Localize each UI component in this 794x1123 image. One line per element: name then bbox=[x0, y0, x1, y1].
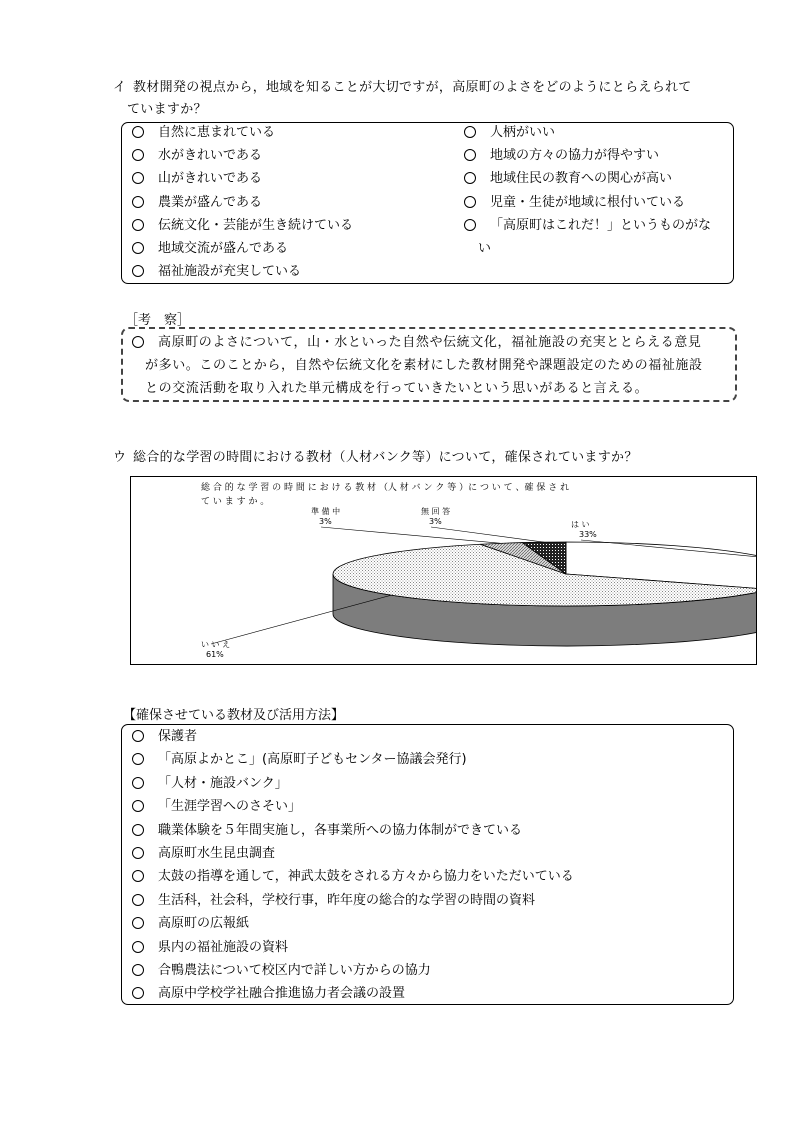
option-label: 県内の福祉施設の資料 bbox=[158, 939, 289, 955]
option-circle-icon bbox=[132, 242, 144, 254]
option-circle-icon bbox=[132, 847, 144, 859]
material-item bbox=[132, 986, 405, 1002]
option-circle-icon bbox=[132, 941, 144, 953]
option-left-item bbox=[132, 171, 262, 187]
option-circle-icon bbox=[132, 894, 144, 906]
chart-title-line2: て い ま す か 。 bbox=[201, 497, 270, 507]
option-label: 地域交流が盛んである bbox=[158, 241, 289, 256]
option-circle-icon bbox=[132, 964, 144, 976]
material-item bbox=[132, 823, 522, 839]
option-left-item bbox=[132, 125, 275, 141]
pie-chart bbox=[131, 477, 756, 664]
kousatsu-heading: ［考 察］ bbox=[125, 313, 191, 328]
option-right-item bbox=[464, 125, 555, 141]
pie-label-value: 33% bbox=[579, 530, 597, 539]
materials-heading: 【確保させている教材及び活用方法】 bbox=[123, 708, 345, 723]
bullet-circle-icon bbox=[132, 336, 144, 348]
option-label: 山がきれいである bbox=[158, 171, 263, 187]
option-label: 高原中学校学社融合推進協力者会議の設置 bbox=[158, 986, 406, 1002]
question-i bbox=[113, 76, 692, 100]
option-circle-icon bbox=[464, 149, 476, 161]
option-circle-icon bbox=[132, 800, 144, 812]
pie-chart-frame bbox=[130, 476, 757, 665]
option-right-item bbox=[464, 148, 659, 164]
option-right-item bbox=[464, 195, 685, 211]
option-circle-icon bbox=[464, 126, 476, 138]
material-item bbox=[132, 869, 574, 885]
material-item bbox=[132, 729, 197, 745]
pie-label-value: 61% bbox=[206, 650, 224, 659]
pie-label-category: 準 備 中 bbox=[311, 507, 341, 516]
option-label: 太鼓の指導を通して，神武太鼓をされる方々から協力をいただいている bbox=[158, 869, 574, 885]
option-circle-icon bbox=[464, 172, 476, 184]
pie-label-category: 無 回 答 bbox=[421, 507, 451, 516]
material-item bbox=[132, 916, 249, 932]
option-left-item bbox=[132, 148, 262, 164]
option-circle-icon bbox=[132, 987, 144, 999]
question-u-text: 総合的な学習の時間における教材（人材バンク等）について，確保されていますか？ bbox=[133, 450, 638, 465]
option-label: 高原町の広報紙 bbox=[158, 916, 250, 932]
option-circle-icon bbox=[132, 777, 144, 789]
pie-label-value: 3% bbox=[429, 517, 442, 526]
option-label: 伝統文化・芸能が生き続けている bbox=[158, 217, 354, 233]
kousatsu-line1: 高原町のよさについて，山・水といった自然や伝統文化，福祉施設の充実ととらえる意見 bbox=[132, 331, 701, 354]
option-label: 水がきれいである bbox=[158, 148, 263, 164]
option-circle-icon bbox=[132, 753, 144, 765]
option-circle-icon bbox=[464, 196, 476, 208]
option-label: 高原町水生昆虫調査 bbox=[158, 846, 276, 861]
option-label: 「高原よかとこ」(高原町子どもセンター協議会発行) bbox=[158, 752, 467, 768]
option-left-item bbox=[132, 264, 301, 280]
option-label: 児童・生徒が地域に根付いている bbox=[490, 194, 686, 210]
option-label: 「人材・施設バンク」 bbox=[158, 775, 288, 791]
option-right-item bbox=[464, 171, 672, 187]
material-item bbox=[132, 893, 535, 909]
option-label: 地域住民の教育への関心が高い bbox=[490, 171, 673, 187]
option-circle-icon bbox=[132, 196, 144, 208]
pie-label-value: 3% bbox=[319, 517, 332, 526]
option-circle-icon bbox=[132, 870, 144, 882]
option-circle-icon bbox=[132, 172, 144, 184]
option-circle-icon bbox=[132, 265, 144, 277]
material-item bbox=[132, 846, 275, 862]
option-label: 「生涯学習へのさそい」 bbox=[158, 799, 302, 815]
question-marker: イ bbox=[113, 80, 127, 95]
question-marker: ウ bbox=[113, 450, 127, 465]
kousatsu-line3: との交流活動を取り入れた単元構成を行っていきたいという思いがあると言える。 bbox=[145, 381, 649, 396]
option-right-item bbox=[464, 218, 711, 234]
pie-label-category: い い え bbox=[201, 640, 231, 649]
material-item bbox=[132, 776, 288, 792]
option-label: 保護者 bbox=[158, 729, 198, 744]
option-label: 人柄がいい bbox=[490, 125, 556, 140]
option-label: 自然に恵まれている bbox=[158, 125, 276, 140]
option-label: 職業体験を５年間実施し，各事業所への協力体制ができている bbox=[158, 822, 523, 838]
option-left-item bbox=[132, 241, 288, 257]
option-label: 農業が盛んである bbox=[158, 194, 263, 210]
option-label: 「高原町はこれだ！」というものがな bbox=[490, 217, 712, 233]
option-circle-icon bbox=[132, 149, 144, 161]
question-text-line2: ていますか？ bbox=[127, 102, 207, 117]
option-right-wrap: い bbox=[478, 241, 492, 256]
option-label: 合鴨農法について校区内で詳しい方からの協力 bbox=[158, 963, 431, 978]
option-circle-icon bbox=[132, 219, 144, 231]
option-circle-icon bbox=[132, 824, 144, 836]
option-circle-icon bbox=[132, 917, 144, 929]
pie-label-category: は い bbox=[571, 520, 590, 529]
material-item bbox=[132, 963, 431, 979]
material-item bbox=[132, 799, 301, 815]
question-text-line1: 教材開発の視点から，地域を知ることが大切ですが，高原町のよさをどのようにとらえられて bbox=[133, 80, 692, 95]
kousatsu-line2: が多い。このことから，自然や伝統文化を素材にした教材開発や課題設定のための福祉施設 bbox=[145, 358, 703, 373]
pie-leader-line bbox=[321, 527, 501, 543]
pie-leader-line bbox=[431, 527, 544, 542]
chart-title-line1: 総 合 的 な 学 習 の 時 間 に お け る 教 材 （人 材 バ ン ク 等 ）に つ い て 、確 保 さ れ bbox=[201, 483, 570, 493]
option-circle-icon bbox=[132, 730, 144, 742]
option-left-item bbox=[132, 195, 262, 211]
material-item bbox=[132, 752, 467, 768]
option-label: 地域の方々の協力が得やすい bbox=[490, 148, 660, 164]
option-label: 福祉施設が充実している bbox=[158, 264, 302, 280]
option-label: 生活科，社会科，学校行事，昨年度の総合的な学習の時間の資料 bbox=[158, 892, 536, 908]
option-left-item bbox=[132, 218, 353, 234]
question-u bbox=[113, 446, 638, 470]
option-circle-icon bbox=[132, 126, 144, 138]
option-circle-icon bbox=[464, 219, 476, 231]
material-item bbox=[132, 940, 288, 956]
